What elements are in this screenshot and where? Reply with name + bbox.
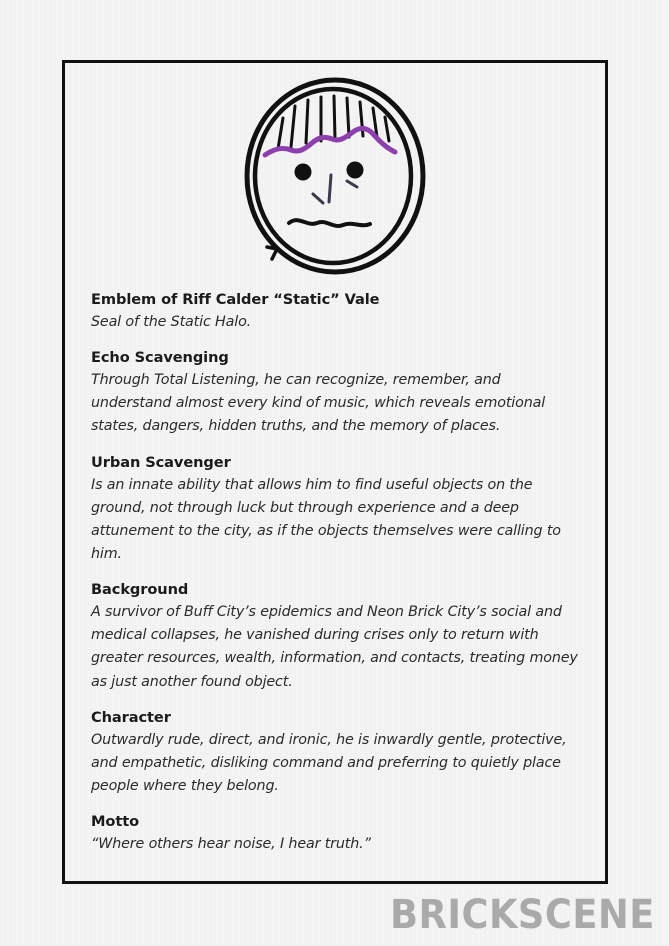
section-echo-scavenging <box>91 349 585 438</box>
portrait-container <box>65 71 605 281</box>
section-title: Urban Scavenger <box>91 453 231 471</box>
left-eye <box>295 164 312 181</box>
section-title: Background <box>91 581 189 599</box>
brickscene-watermark: BRICKSCENE <box>390 892 655 938</box>
character-details <box>91 291 585 856</box>
section-body: A survivor of Buff City’s epidemics and Neon Brick City’s social and medical collapses, he vanished during crises only to return with greater resources, wealth, information, and contacts, treating money as just another found object. <box>91 604 578 690</box>
section-body: “Where others hear noise, I hear truth.” <box>91 836 371 853</box>
section-body: Through Total Listening, he can recognize, remember, and understand almost every kind of music, which reveals emotional states, dangers, hidden truths, and the memory of places. <box>91 372 546 435</box>
section-motto <box>91 813 585 856</box>
chin-mark <box>267 247 277 259</box>
character-card <box>62 60 608 884</box>
section-title: Motto <box>91 813 140 831</box>
character-face-illustration <box>237 75 433 277</box>
mouth <box>289 220 370 226</box>
section-urban-scavenger <box>91 454 585 567</box>
section-background <box>91 581 585 694</box>
section-title: Echo Scavenging <box>91 349 229 367</box>
section-emblem <box>91 291 585 334</box>
section-body: Is an innate ability that allows him to find useful objects on the ground, not through luck but through experience and a deep attunement to the city, as if the objects themselves were calling to him. <box>91 476 561 562</box>
section-title: Character <box>91 708 171 726</box>
section-body: Seal of the Static Halo. <box>91 313 252 330</box>
section-character <box>91 709 585 798</box>
section-title: Emblem of Riff Calder “Static” Vale <box>91 291 380 308</box>
section-body: Outwardly rude, direct, and ironic, he is inwardly gentle, protective, and empathetic, disliking command and preferring to quietly place people where they belong. <box>91 731 567 795</box>
right-eye <box>347 162 364 179</box>
nose <box>313 175 357 203</box>
